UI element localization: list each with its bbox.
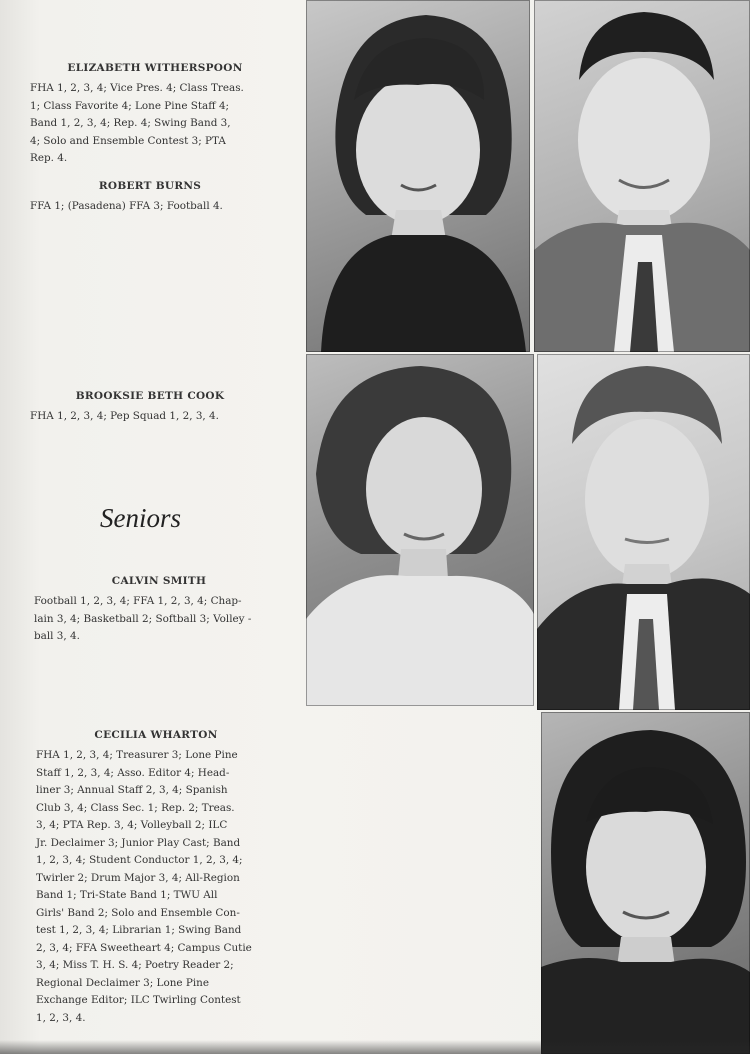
portrait-photo-robert-burns	[534, 0, 750, 352]
student-activities: FFA 1; (Pasadena) FFA 3; Football 4.	[30, 200, 223, 212]
portrait-photo-brooksie-beth-cook	[306, 354, 534, 706]
student-name: CALVIN SMITH	[111, 575, 207, 587]
student-name: BROOKSIE BETH COOK	[75, 390, 225, 402]
portrait-photo-cecilia-wharton	[541, 712, 750, 1054]
student-activities: Football 1, 2, 3, 4; FFA 1, 2, 3, 4; Chap- lain 3, 4; Basketball 2; Softball 3; Volley - ball 3, 4.	[34, 595, 252, 642]
portrait-photo-elizabeth-witherspoon	[306, 0, 530, 352]
section-title: Seniors	[100, 503, 181, 533]
student-activities: FHA 1, 2, 3, 4; Treasurer 3; Lone Pine Staff 1, 2, 3, 4; Asso. Editor 4; Head- liner 3; Annual Staff 2, 3, 4; Spanish Club 3, 4; Class Sec. 1; Rep. 2; Treas. 3, 4; PTA Rep. 3, 4; Volleyball 2; ILC Jr. Declaimer 3; Junior Play Cast; Band 1, 2, 3, 4; Student Conductor 1, 2, 3, 4; Twirler 2; Drum Major 3, 4; All-Region Band 1; Tri-State Band 1; TWU All Girls' Band 2; Solo and Ensemble Con- test 1, 2, 3, 4; Librarian 1; Swing Band 2, 3, 4; FFA Sweetheart 4; Campus Cutie 3, 4; Miss T. H. S. 4; Poetry Reader 2; Regional Declaimer 3; Lone Pine Exchange Editor; ILC Twirling Contest 1, 2, 3, 4.	[36, 749, 252, 1024]
student-entry-cecilia-wharton	[36, 729, 276, 1027]
portrait-photo-calvin-smith	[537, 354, 750, 710]
student-name: CECILIA WHARTON	[94, 729, 218, 741]
student-activities: FHA 1, 2, 3, 4; Pep Squad 1, 2, 3, 4.	[30, 410, 219, 422]
student-name: ROBERT BURNS	[98, 180, 202, 192]
student-activities: FHA 1, 2, 3, 4; Vice Pres. 4; Class Treas. 1; Class Favorite 4; Lone Pine Staff 4; Band 1, 2, 3, 4; Rep. 4; Swing Band 3, 4; Solo and Ensemble Contest 3; PTA Rep. 4.	[30, 82, 244, 164]
student-entry-elizabeth-witherspoon	[30, 62, 280, 168]
student-entry-robert-burns	[30, 180, 270, 216]
student-entry-brooksie-beth-cook	[30, 390, 270, 426]
student-entry-calvin-smith	[34, 575, 284, 646]
student-name: ELIZABETH WITHERSPOON	[67, 62, 243, 74]
page-bottom-shadow	[0, 1040, 750, 1054]
